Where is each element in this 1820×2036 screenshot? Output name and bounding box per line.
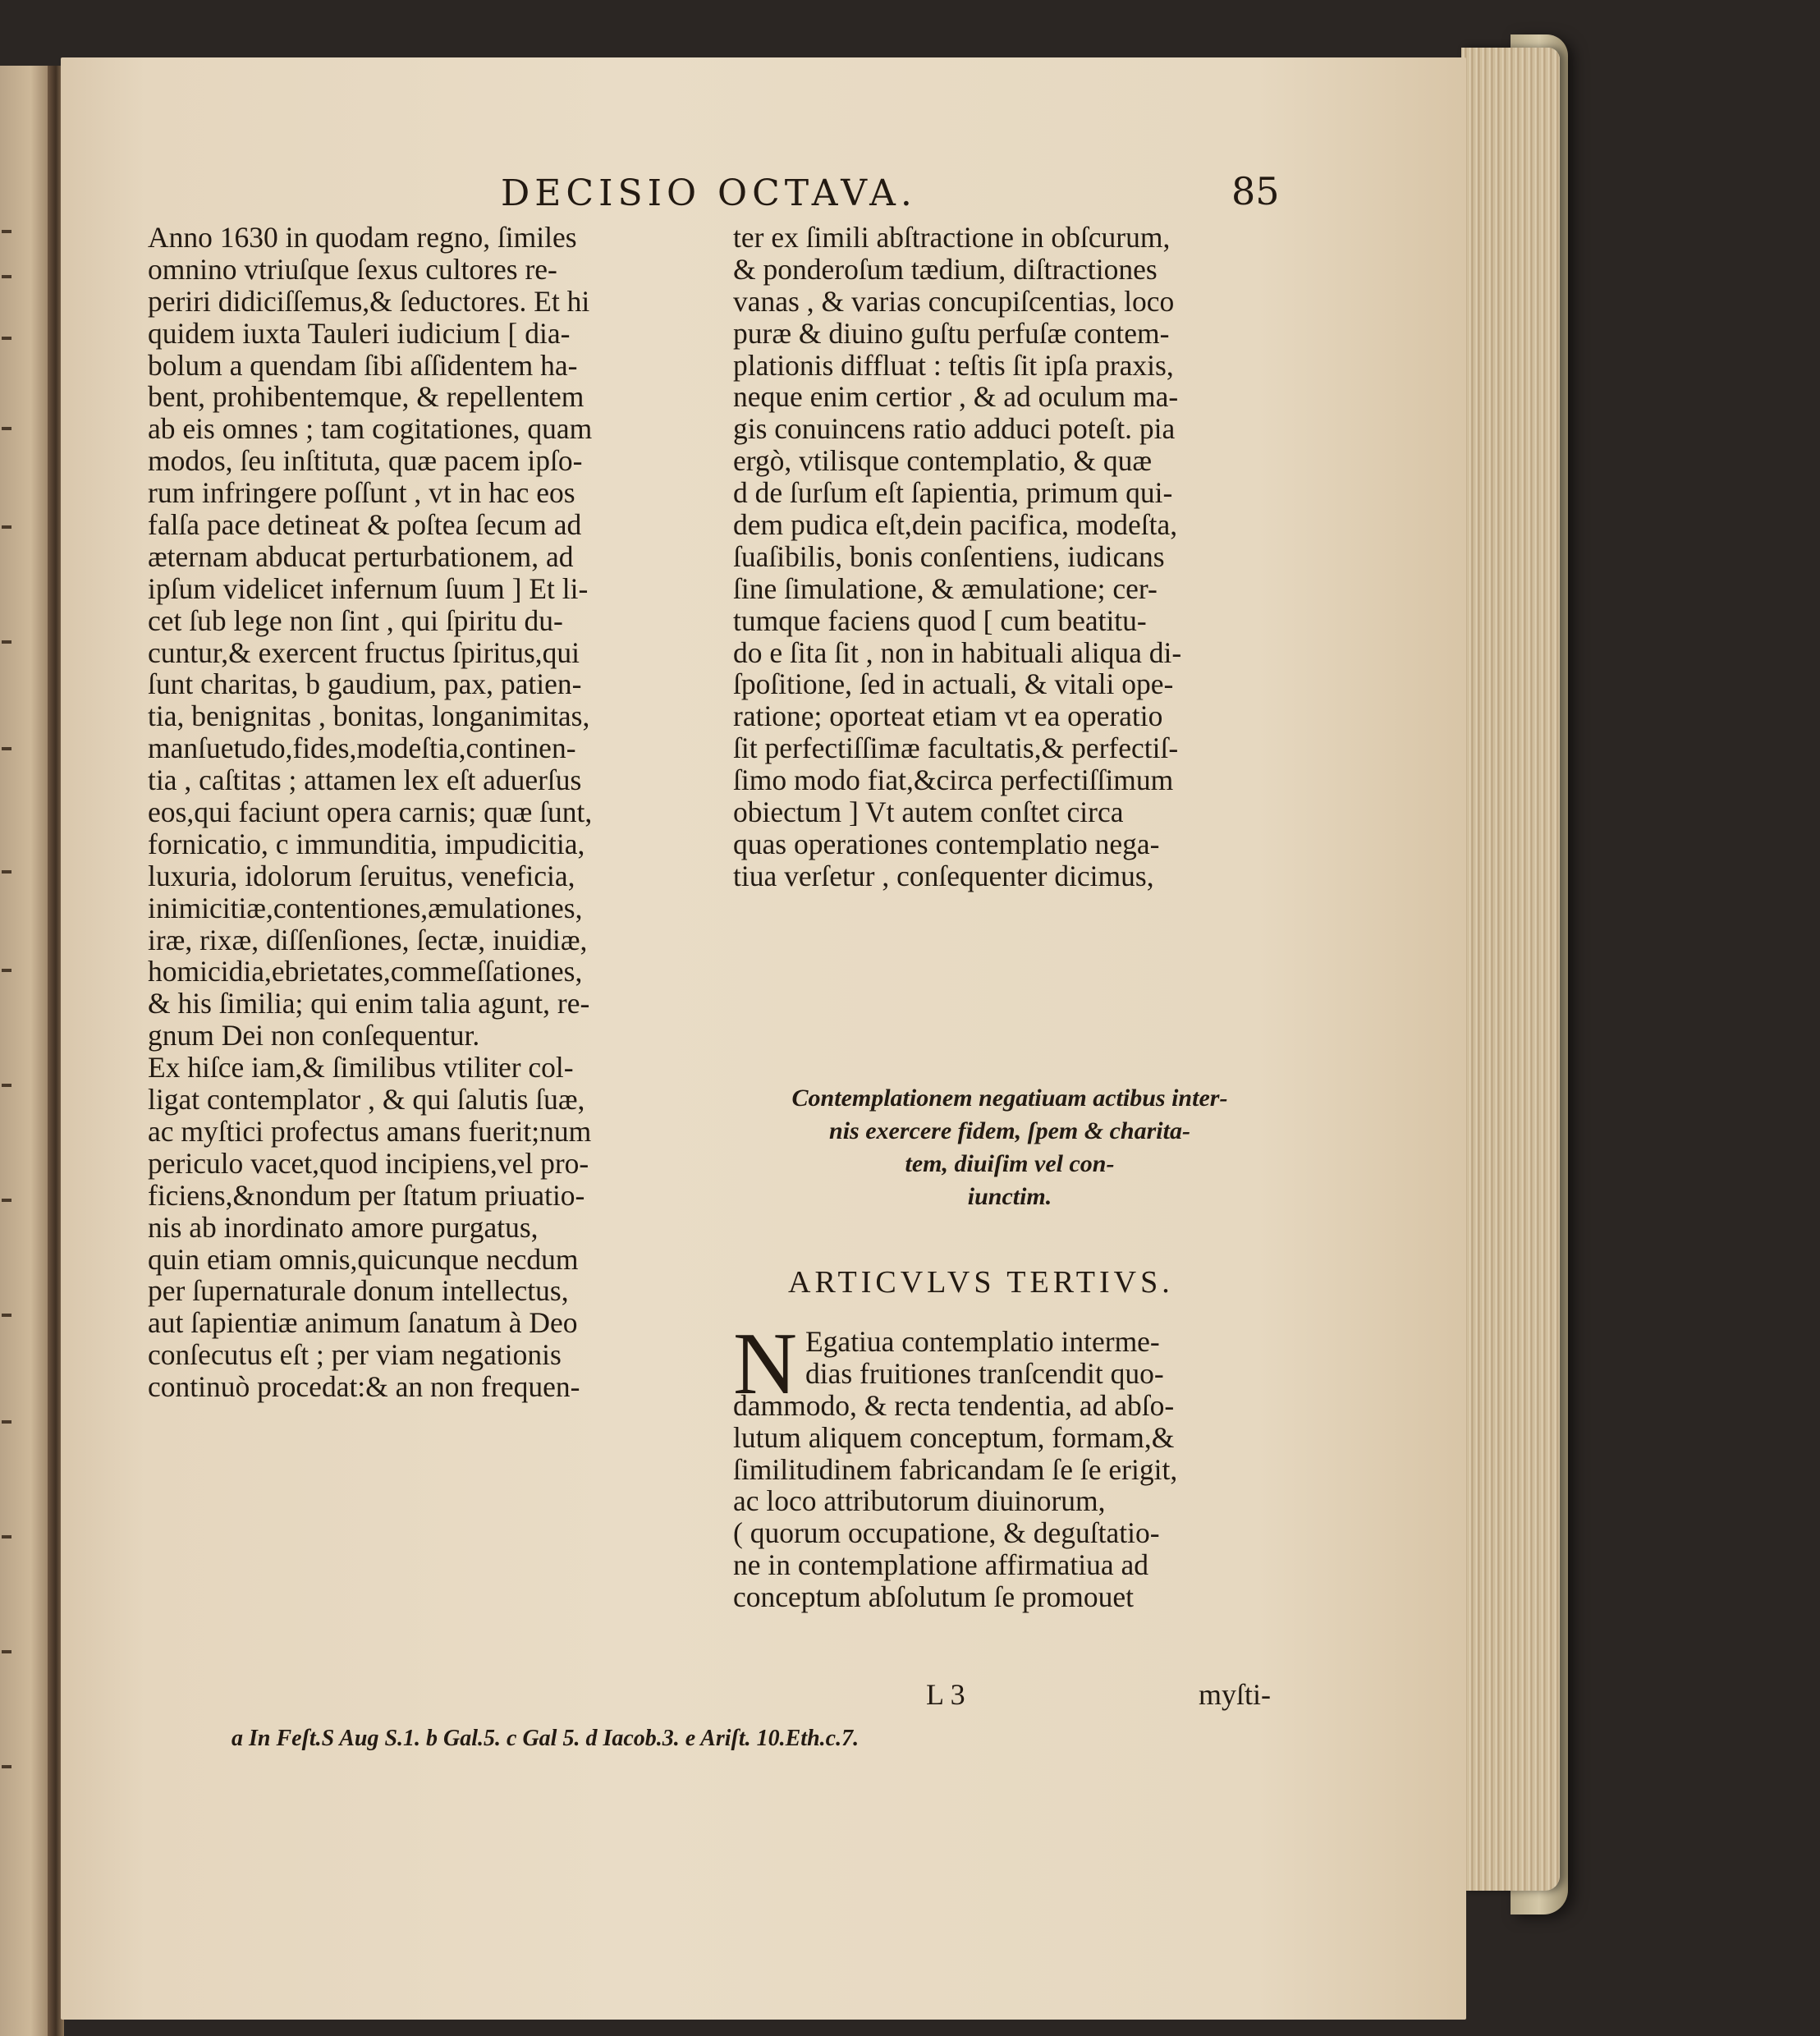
text-line: lutum aliquem conceptum, formam,& <box>733 1420 1175 1454</box>
text-line: tiua verſetur , conſequenter dicimus, <box>733 859 1154 892</box>
text-line: homicidia,ebrietates,commeſſationes, <box>148 955 583 988</box>
text-line: manſuetudo,fides,modeſtia,continen- <box>148 731 576 765</box>
left-text-column <box>148 222 706 1403</box>
proposition-italic <box>731 1082 1289 1213</box>
text-line: ac myſtici profectus amans fuerit;num <box>148 1114 592 1148</box>
text-line: aut ſapientiæ animum ſanatum à Deo <box>148 1306 578 1340</box>
text-line: ligat contemplator , & qui ſalutis ſuæ, <box>148 1083 585 1117</box>
text-line: obiectum ] Vt autem conſtet circa <box>733 796 1124 829</box>
article-text <box>733 1326 1283 1613</box>
text-line: ergò, vtilisque contemplatio, & quæ <box>733 444 1153 478</box>
text-line: bent, prohibentemque, & repellentem <box>148 380 585 414</box>
text-line: iræ, rixæ, diſſenſiones, ſectæ, inuidiæ, <box>148 923 588 956</box>
text-line: eos,qui faciunt opera carnis; quæ ſunt, <box>148 796 593 829</box>
text-line: ne in contemplatione affirmatiua ad <box>733 1548 1149 1582</box>
text-line: d de ſurſum eſt ſapientia, primum qui- <box>733 476 1173 510</box>
text-line: quas operationes contemplatio nega- <box>733 827 1160 860</box>
running-head: DECISIO OCTAVA. <box>501 172 917 214</box>
text-line: conſecutus eſt ; per viam negationis <box>148 1338 562 1372</box>
text-line: ſine ſimulatione, & æmulatione; cer- <box>733 571 1158 605</box>
text-line: dammodo, & recta tendentia, ad abſo- <box>733 1388 1175 1422</box>
text-line: continuò procedat:& an non frequen- <box>148 1370 580 1404</box>
text-line: puræ & diuino guſtu perfuſæ contem- <box>733 316 1170 350</box>
text-line: ſunt charitas, b gaudium, pax, patien- <box>148 667 582 701</box>
text-line: ſit perfectiſſimæ facultatis,& perfectiſ- <box>733 731 1179 765</box>
page-block-edge <box>1461 48 1560 1891</box>
catchword: myſti- <box>1199 1678 1271 1711</box>
text-line: conceptum abſolutum ſe promouet <box>733 1580 1135 1614</box>
article-heading: ARTICVLVS TERTIVS. <box>788 1265 1174 1300</box>
text-line: tia , caſtitas ; attamen lex eſt aduerſus <box>148 764 582 797</box>
text-line: ab eis omnes ; tam cogitationes, quam <box>148 412 593 446</box>
text-line: ter ex ſimili abſtractione in obſcurum, <box>733 221 1171 254</box>
text-line: per ſupernaturale donum intellectus, <box>148 1274 569 1308</box>
text-line: gnum Dei non conſequentur. <box>148 1019 480 1052</box>
text-line: ſpoſitione, ſed in actuali, & vitali ope- <box>733 667 1174 701</box>
text-line: falſa pace detineat & poſtea ſecum ad <box>148 508 582 542</box>
right-text-column <box>733 222 1283 892</box>
proposition-line: Contemplationem negatiuam actibus inter- <box>791 1084 1228 1112</box>
text-line: cuntur,& exercent fructus ſpiritus,qui <box>148 635 580 669</box>
text-line: gis conuincens ratio adduci poteſt. pia <box>733 412 1176 446</box>
text-line: ſuaſibilis, bonis conſentiens, iudicans <box>733 539 1165 573</box>
text-line: ipſum videlicet infernum ſuum ] Et li- <box>148 571 589 605</box>
text-line: quidem iuxta Tauleri iudicium [ dia- <box>148 316 571 350</box>
text-line: plationis diffluat : teſtis ſit ipſa praxis, <box>733 348 1174 382</box>
text-line: Anno 1630 in quodam regno, ſimiles <box>148 221 577 254</box>
text-line: modos, ſeu inſtituta, quæ pacem ipſo- <box>148 444 583 478</box>
text-line: æternam abducat perturbationem, ad <box>148 539 574 573</box>
text-line: luxuria, idolorum ſeruitus, veneficia, <box>148 859 575 892</box>
text-line: omnino vtriuſque ſexus cultores re- <box>148 252 557 286</box>
proposition-line: nis exercere fidem, ſpem & charita- <box>829 1117 1190 1144</box>
text-line: quin etiam omnis,quicunque necdum <box>148 1242 579 1276</box>
text-line: bolum a quendam ſibi aſſidentem ha- <box>148 348 578 382</box>
text-line: ratione; oporteat etiam vt ea operatio <box>733 699 1163 733</box>
text-line: tia, benignitas , bonitas, longanimitas, <box>148 699 590 733</box>
text-line: inimicitiæ,contentiones,æmulationes, <box>148 891 583 924</box>
text-line: periri didiciſſemus,& ſeductores. Et hi <box>148 284 590 318</box>
text-line: tumque faciens quod [ cum beatitu- <box>733 603 1147 637</box>
page-number: 85 <box>1231 169 1280 213</box>
text-line: do e ſita ſit , non in habituali aliqua di- <box>733 635 1182 669</box>
text-line: dias fruitiones tranſcendit quo- <box>805 1356 1164 1390</box>
text-line: periculo vacet,quod incipiens,vel pro- <box>148 1146 589 1180</box>
text-line: dem pudica eſt,dein pacifica, modeſta, <box>733 508 1178 542</box>
text-line: & ponderoſum tædium, diſtractiones <box>733 252 1158 286</box>
text-line: neque enim certior , & ad oculum ma- <box>733 380 1179 414</box>
text-line: Ex hiſce iam,& ſimilibus vtiliter col- <box>148 1051 574 1084</box>
text-line: ſimo modo fiat,&circa perfectiſſimum <box>733 764 1174 797</box>
text-line: ( quorum occupatione, & deguſtatio- <box>733 1516 1160 1550</box>
text-line: nis ab inordinato amore purgatus, <box>148 1210 539 1244</box>
text-line: cet ſub lege non ſint , qui ſpiritu du- <box>148 603 563 637</box>
drop-cap: N <box>733 1315 797 1413</box>
text-line: vanas , & varias concupiſcentias, loco <box>733 284 1175 318</box>
text-line: & his ſimilia; qui enim talia agunt, re- <box>148 987 590 1020</box>
text-line: ficiens,&nondum per ſtatum priuatio- <box>148 1178 585 1212</box>
text-line: fornicatio, c immunditia, impudicitia, <box>148 827 585 860</box>
proposition-line: tem, diuiſim vel con- <box>905 1150 1115 1177</box>
side-notes: a In Feſt.S Aug S.1. b Gal.5. c Gal 5. d Iacob.3. e Ariſt. 10.Eth.c.7. <box>232 1726 860 1751</box>
text-line: Egatiua contemplatio interme- <box>805 1325 1160 1358</box>
text-line: ſimilitudinem fabricandam ſe ſe erigit, <box>733 1452 1178 1486</box>
text-line: ac loco attributorum diuinorum, <box>733 1484 1106 1518</box>
text-line: rum infringere poſſunt , vt in hac eos <box>148 476 575 510</box>
signature-mark: L 3 <box>926 1678 965 1711</box>
proposition-line: iunctim. <box>967 1183 1052 1210</box>
